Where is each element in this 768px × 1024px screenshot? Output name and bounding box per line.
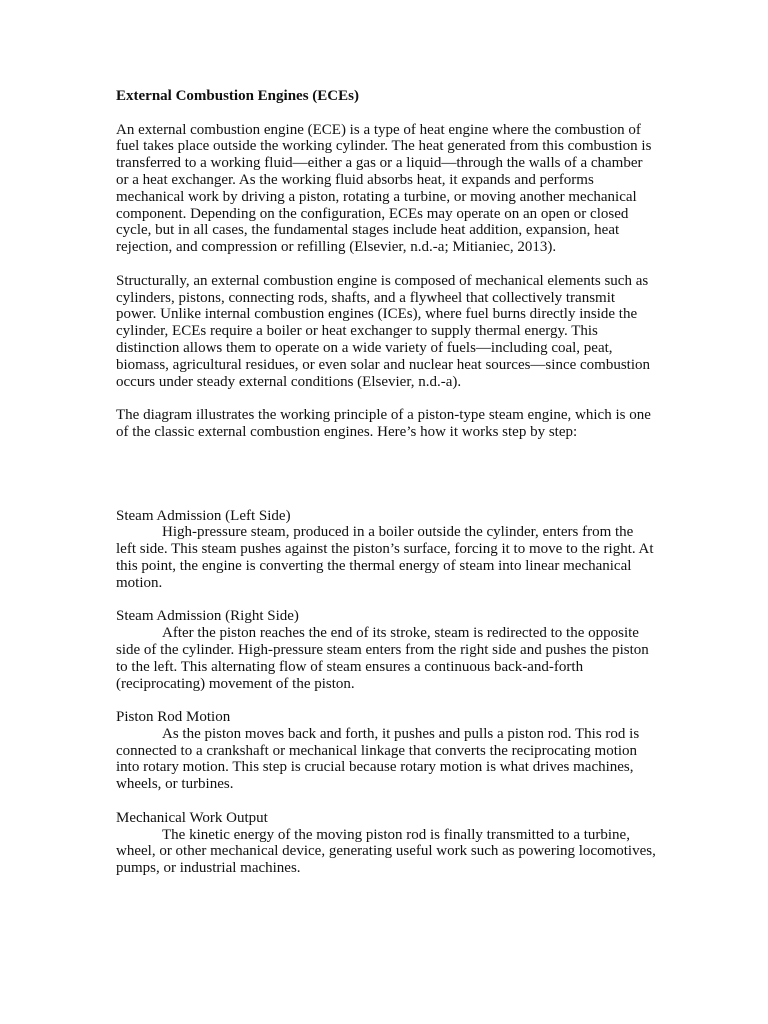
diagram-intro-paragraph: The diagram illustrates the working principle of a piston-type steam engine, which is one of the classic external combustion engines. Here’s how it works step by step: <box>116 407 651 440</box>
step-heading: Steam Admission (Right Side) <box>116 608 299 625</box>
structure-paragraph: Structurally, an external combustion engine is composed of mechanical elements such as cylinders, pistons, connecting rods, shafts, and a flywheel that collectively transmit power. Unlike internal combustion engines (ICEs), where fuel burns directly inside the cylinder, ECEs require a boiler or heat exchanger to supply thermal energy. This distinction allows them to operate on a wide variety of fuels—including coal, peat, biomass, agricultural residues, or even solar and nuclear heat sources—since combustion occurs under steady external conditions (Elsevier, n.d.-a). <box>116 272 651 390</box>
step-mechanical-work-output <box>116 810 656 877</box>
step-body: As the piston moves back and forth, it pushes and pulls a piston rod. This rod is connected to a crankshaft or mechanical linkage that converts the reciprocating motion into rotary motion. This step is crucial because rotary motion is what drives machines, wheels, or turbines. <box>116 725 640 793</box>
intro-paragraph: An external combustion engine (ECE) is a type of heat engine where the combustion of fuel takes place outside the working cylinder. The heat generated from this combustion is transferred to a working fluid—either a gas or a liquid—through the walls of a chamber or a heat exchanger. As the working fluid absorbs heat, it expands and performs mechanical work by driving a piston, rotating a turbine, or moving another mechanical component. Depending on the configuration, ECEs may operate on an open or closed cycle, but in all cases, the fundamental stages include heat addition, expansion, heat rejection, and compression or refilling (Elsevier, n.d.-a; Mitianiec, 2013). <box>116 121 652 256</box>
spacer <box>116 458 656 508</box>
document-title: External Combustion Engines (ECEs) <box>116 88 359 104</box>
step-heading: Piston Rod Motion <box>116 709 231 726</box>
step-body: The kinetic energy of the moving piston rod is finally transmitted to a turbine, wheel, or other mechanical device, generating useful work such as powering locomotives, pumps, or industrial machines. <box>116 826 656 877</box>
step-steam-admission-left <box>116 508 656 592</box>
step-steam-admission-right <box>116 608 656 692</box>
step-body: After the piston reaches the end of its stroke, steam is redirected to the opposite side of the cylinder. High-pressure steam enters from the right side and pushes the piston to the left. This alternating flow of steam ensures a continuous back-and-forth (reciprocating) movement of the piston. <box>116 625 649 692</box>
step-heading: Mechanical Work Output <box>116 809 268 826</box>
step-piston-rod-motion <box>116 709 656 793</box>
step-heading: Steam Admission (Left Side) <box>116 507 291 524</box>
step-body: High-pressure steam, produced in a boiler outside the cylinder, enters from the left side. This steam pushes against the piston’s surface, forcing it to move to the right. At this point, the engine is converting the thermal energy of steam into linear mechanical motion. <box>116 524 654 591</box>
